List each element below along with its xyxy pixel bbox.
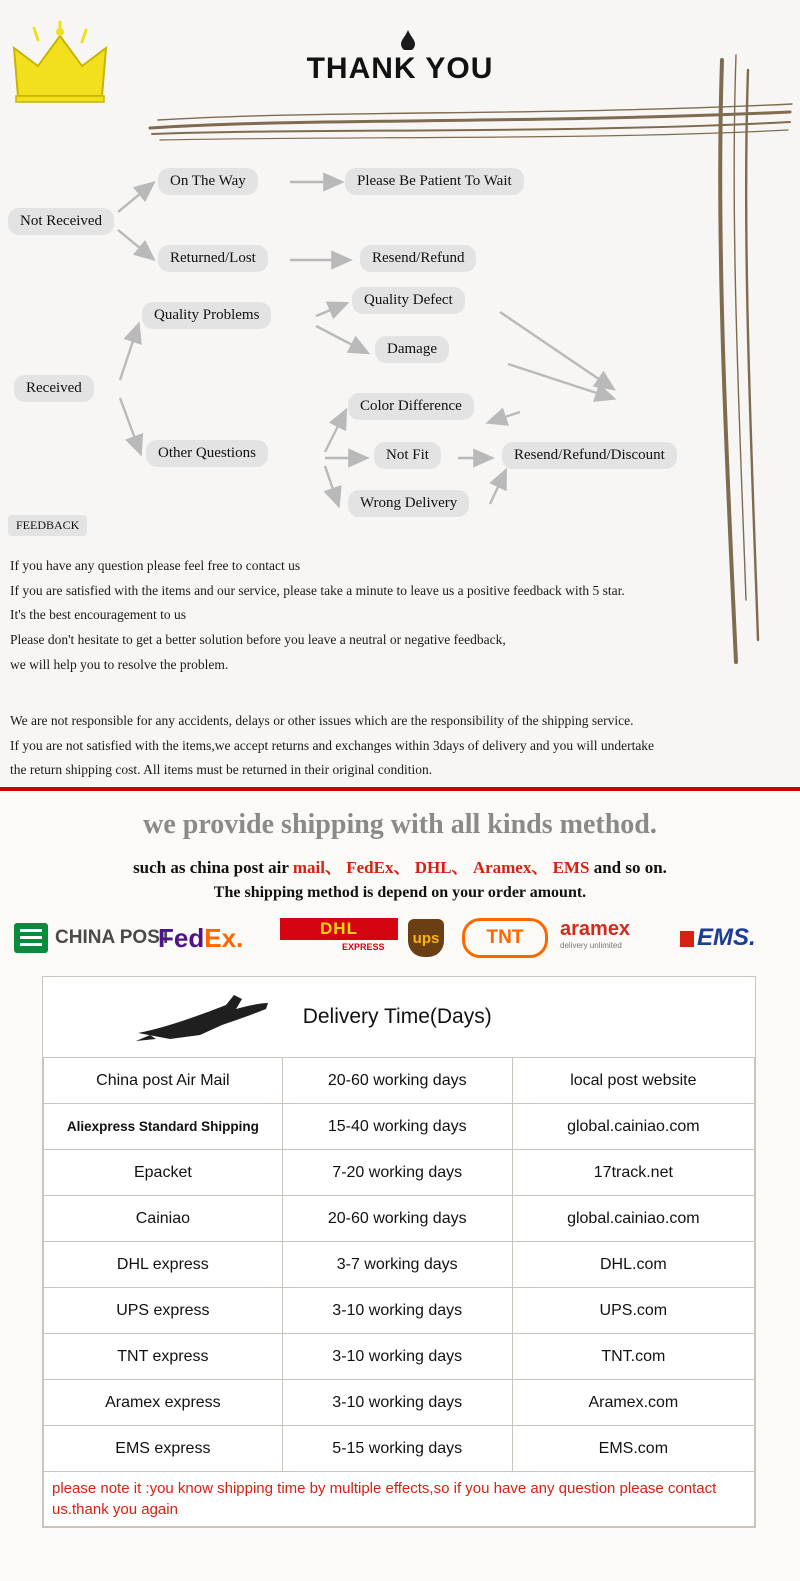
china-post-logo xyxy=(14,918,171,958)
row-method: China post Air Mail xyxy=(44,1058,283,1104)
table-header-row xyxy=(44,977,755,1058)
return-policy-flowchart xyxy=(0,140,800,540)
ups-logo xyxy=(408,918,444,958)
row-track: TNT.com xyxy=(512,1334,754,1380)
ups-logo-text: ups xyxy=(408,919,444,957)
carrier-dhl: DHL、 xyxy=(414,858,469,877)
feedback-line-4: Please don't hesitate to get a better solution before you leave a neutral or negative feedback, xyxy=(10,632,506,647)
node-wrong-delivery: Wrong Delivery xyxy=(348,490,469,517)
shipping-sub-suffix: and so on. xyxy=(589,858,667,877)
table-row xyxy=(44,1426,755,1472)
row-track: UPS.com xyxy=(512,1288,754,1334)
row-track: EMS.com xyxy=(512,1426,754,1472)
aramex-logo-sub: delivery unlimited xyxy=(560,941,622,950)
dhl-logo xyxy=(280,918,398,958)
row-time: 3-7 working days xyxy=(282,1242,512,1288)
aramex-logo-text: aramex xyxy=(560,918,631,940)
table-row xyxy=(44,1242,755,1288)
policy-line-3: the return shipping cost. All items must be returned in their original condition. xyxy=(10,762,433,777)
shipping-sub-prefix: such as china post air xyxy=(133,858,293,877)
policy-line-1: We are not responsible for any accidents, delays or other issues which are the responsibility of the shipping service. xyxy=(10,713,634,728)
node-damage: Damage xyxy=(375,336,449,363)
table-row xyxy=(44,1334,755,1380)
airplane-icon xyxy=(130,989,270,1045)
carrier-fedex: FedEx、 xyxy=(346,858,411,877)
ems-logo-text: EMS. xyxy=(680,924,756,952)
china-post-logo-text: CHINA POST xyxy=(55,927,172,948)
dhl-logo-text: DHL xyxy=(280,918,398,940)
shipping-subheading xyxy=(0,853,800,878)
row-method: DHL express xyxy=(44,1242,283,1288)
node-color-difference: Color Difference xyxy=(348,393,474,420)
dhl-logo-sub: EXPRESS xyxy=(342,942,385,952)
row-track: global.cainiao.com xyxy=(512,1196,754,1242)
shipping-section xyxy=(0,791,800,1581)
node-received: Received xyxy=(14,375,94,402)
table-header-icon-cell xyxy=(44,977,283,1058)
fedex-logo-text-b: Ex. xyxy=(204,922,244,953)
row-time: 20-60 working days xyxy=(282,1196,512,1242)
tnt-logo xyxy=(462,918,548,958)
carrier-mail: mail、 xyxy=(292,858,342,877)
table-row xyxy=(44,1150,755,1196)
table-row xyxy=(44,1380,755,1426)
row-time: 15-40 working days xyxy=(282,1104,512,1150)
table-note-row xyxy=(44,1472,755,1527)
node-quality-problems: Quality Problems xyxy=(142,302,271,329)
feedback-label: FEEDBACK xyxy=(8,515,87,536)
node-resend-refund: Resend/Refund xyxy=(360,245,476,272)
fedex-logo-text-a: Fed xyxy=(158,922,205,953)
node-not-received: Not Received xyxy=(8,208,114,235)
tnt-logo-text: TNT xyxy=(462,918,548,958)
row-track: local post website xyxy=(512,1058,754,1104)
row-time: 20-60 working days xyxy=(282,1058,512,1104)
table-title: Delivery Time(Days) xyxy=(302,1005,492,1028)
row-time: 5-15 working days xyxy=(282,1426,512,1472)
row-method: TNT express xyxy=(44,1334,283,1380)
row-track: Aramex.com xyxy=(512,1380,754,1426)
row-method: Cainiao xyxy=(44,1196,283,1242)
policy-line-2: If you are not satisfied with the items,we accept returns and exchanges within 3days of delivery and you will undertake xyxy=(10,738,655,753)
carrier-aramex: Aramex、 xyxy=(472,858,549,877)
row-time: 7-20 working days xyxy=(282,1150,512,1196)
row-time: 3-10 working days xyxy=(282,1380,512,1426)
aramex-logo xyxy=(560,918,630,958)
node-returned-lost: Returned/Lost xyxy=(158,245,268,272)
feedback-line-2: If you are satisfied with the items and our service, please take a minute to leave us a positive feedback with 5 star. xyxy=(10,583,625,598)
node-resend-refund-discount: Resend/Refund/Discount xyxy=(502,442,677,469)
row-method: Aramex express xyxy=(44,1380,283,1426)
row-method: UPS express xyxy=(44,1288,283,1334)
row-time: 3-10 working days xyxy=(282,1288,512,1334)
fedex-logo xyxy=(158,918,243,958)
ems-logo xyxy=(680,918,756,958)
row-method: EMS express xyxy=(44,1426,283,1472)
feedback-line-5: we will help you to resolve the problem. xyxy=(10,657,229,672)
row-track: global.cainiao.com xyxy=(512,1104,754,1150)
table-note: please note it :you know shipping time by multiple effects,so if you have any question please contact us.thank you again xyxy=(44,1472,755,1527)
node-on-the-way: On The Way xyxy=(158,168,258,195)
table-title-cell xyxy=(282,977,512,1058)
node-not-fit: Not Fit xyxy=(374,442,441,469)
row-time: 3-10 working days xyxy=(282,1334,512,1380)
table-row xyxy=(44,1104,755,1150)
page-title: THANK YOU xyxy=(306,52,494,85)
shipping-subheading-2: The shipping method is depend on your order amount. xyxy=(213,884,587,901)
node-quality-defect: Quality Defect xyxy=(352,287,465,314)
shipping-heading: we provide shipping with all kinds method. xyxy=(143,809,657,840)
row-track: DHL.com xyxy=(512,1242,754,1288)
thank-you-section xyxy=(0,0,800,790)
row-track: 17track.net xyxy=(512,1150,754,1196)
feedback-line-3: It's the best encouragement to us xyxy=(10,607,187,622)
node-please-wait: Please Be Patient To Wait xyxy=(345,168,524,195)
node-other-questions: Other Questions xyxy=(146,440,268,467)
china-post-mark-icon xyxy=(14,923,48,953)
feedback-line-1: If you have any question please feel free to contact us xyxy=(10,558,301,573)
table-row xyxy=(44,1196,755,1242)
ink-drop-icon xyxy=(401,30,415,50)
table-row xyxy=(44,1288,755,1334)
table-row xyxy=(44,1058,755,1104)
delivery-time-table xyxy=(42,976,756,1528)
table-header-empty-cell xyxy=(512,977,754,1058)
row-method: Epacket xyxy=(44,1150,283,1196)
carrier-logo-row xyxy=(0,918,800,964)
row-method: Aliexpress Standard Shipping xyxy=(44,1104,283,1150)
carrier-ems: EMS xyxy=(552,858,590,877)
